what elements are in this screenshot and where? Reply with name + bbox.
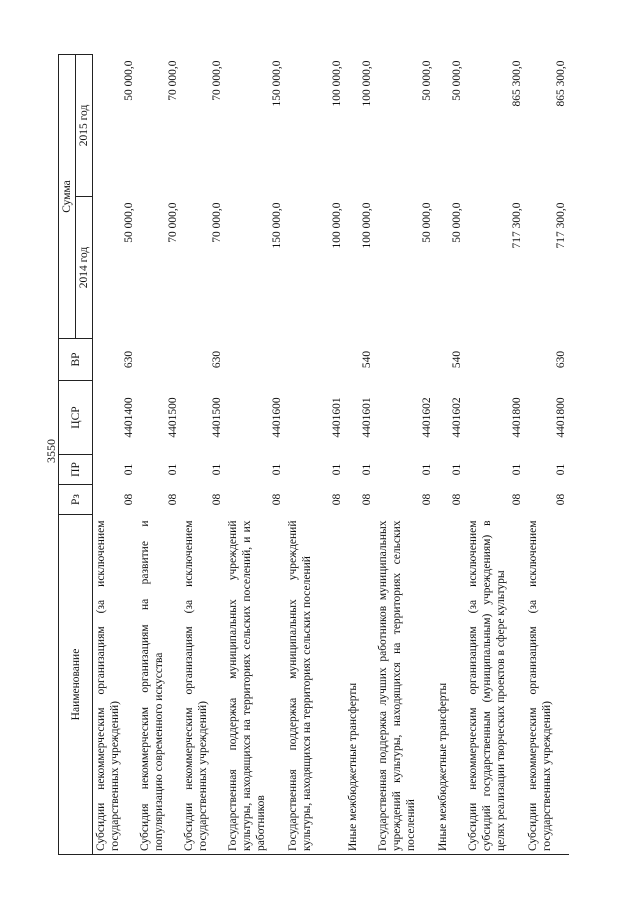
cell-vr: 540 (450, 350, 463, 369)
cell-rz: 08 (554, 493, 567, 506)
cell-2014: 50 000,0 (420, 202, 433, 243)
table-row (375, 54, 435, 854)
cell-csr: 4401602 (420, 397, 433, 438)
cell-rz: 08 (270, 493, 283, 506)
cell-csr: 4401601 (330, 397, 343, 438)
cell-vr (225, 339, 285, 381)
header-year-2015: 2015 год (76, 54, 93, 196)
cell-2014: 100 000,0 (360, 202, 373, 249)
table-row (465, 54, 525, 854)
cell-name: Государственная поддержка муниципальных учреждений культуры, находящихся на территориях сельских поселений, и их работников (225, 515, 285, 855)
cell-csr: 4401601 (360, 397, 373, 438)
cell-2014: 717 300,0 (554, 202, 567, 249)
cell-rz: 08 (330, 493, 343, 506)
cell-2014: 50 000,0 (450, 202, 463, 243)
cell-2015: 50 000,0 (450, 60, 463, 101)
cell-2015: 70 000,0 (210, 60, 223, 101)
cell-pr: 01 (450, 463, 463, 476)
cell-vr (285, 339, 345, 381)
cell-name: Государственная поддержка муниципальных учреждений культуры, находящихся на территориях сельских поселений (285, 515, 345, 855)
cell-vr: 630 (210, 350, 223, 369)
cell-vr (375, 339, 435, 381)
cell-2015: 100 000,0 (360, 60, 373, 107)
cell-name: Субсидии некоммерческим организациям (за исключением субсидий государственным (муниципальным) учреждениям) в целях реализации творческих проектов в сфере культуры (465, 515, 525, 855)
cell-2015: 100 000,0 (330, 60, 343, 107)
cell-csr: 4401500 (210, 397, 223, 438)
cell-vr (137, 339, 181, 381)
cell-2015: 70 000,0 (166, 60, 179, 101)
cell-csr: 4401800 (510, 397, 523, 438)
cell-name: Иные межбюджетные трансферты (345, 515, 375, 855)
cell-vr: 540 (360, 350, 373, 369)
cell-2014: 717 300,0 (510, 202, 523, 249)
cell-csr: 4401500 (166, 397, 179, 438)
cell-csr: 4401400 (122, 397, 135, 438)
table-row (181, 54, 225, 854)
cell-rz: 08 (360, 493, 373, 506)
cell-rz: 08 (166, 493, 179, 506)
cell-2014: 150 000,0 (270, 202, 283, 249)
cell-csr: 4401600 (270, 397, 283, 438)
cell-rz: 08 (510, 493, 523, 506)
cell-name: Субсидии некоммерческим организациям (за исключением государственных учреждений) (93, 515, 137, 855)
cell-pr: 01 (554, 463, 567, 476)
cell-vr (465, 339, 525, 381)
budget-table (58, 54, 569, 855)
cell-pr: 01 (122, 463, 135, 476)
header-rz: Рз (59, 485, 93, 515)
cell-pr: 01 (330, 463, 343, 476)
cell-2015: 50 000,0 (420, 60, 433, 101)
cell-2014: 100 000,0 (330, 202, 343, 249)
cell-name: Субсидия некоммерческим организациям на развитие и популяризацию современного искусства (137, 515, 181, 855)
cell-2015: 865 300,0 (554, 60, 567, 107)
header-vr: ВР (59, 339, 93, 381)
table-row (345, 54, 375, 854)
cell-pr: 01 (270, 463, 283, 476)
header-sum: Сумма (59, 54, 76, 338)
cell-2014: 70 000,0 (210, 202, 223, 243)
cell-vr: 630 (554, 350, 567, 369)
table-header (59, 54, 93, 854)
header-pr: ПР (59, 455, 93, 485)
cell-pr: 01 (420, 463, 433, 476)
header-year-2014: 2014 год (76, 197, 93, 339)
table-row (225, 54, 285, 854)
cell-2015: 150 000,0 (270, 60, 283, 107)
table-row (93, 54, 137, 854)
cell-name: Субсидии некоммерческим организациям (за исключением государственных учреждений) (525, 515, 569, 855)
cell-pr: 01 (166, 463, 179, 476)
cell-2014: 70 000,0 (166, 202, 179, 243)
cell-pr: 01 (210, 463, 223, 476)
cell-rz: 08 (122, 493, 135, 506)
cell-csr: 4401800 (554, 397, 567, 438)
cell-2015: 50 000,0 (122, 60, 135, 101)
cell-csr: 4401602 (450, 397, 463, 438)
cell-rz: 08 (420, 493, 433, 506)
cell-name: Субсидии некоммерческим организациям (за исключением государственных учреждений) (181, 515, 225, 855)
cell-pr: 01 (510, 463, 523, 476)
cell-name: Иные межбюджетные трансферты (435, 515, 465, 855)
header-csr: ЦСР (59, 381, 93, 455)
cell-vr: 630 (122, 350, 135, 369)
cell-rz: 08 (210, 493, 223, 506)
cell-pr: 01 (360, 463, 373, 476)
cell-name: Государственная поддержка лучших работников муниципальных учреждений культуры, находящихся на территориях сельских поселений (375, 515, 435, 855)
cell-2014: 50 000,0 (122, 202, 135, 243)
table-row (285, 54, 345, 854)
cell-2015: 865 300,0 (510, 60, 523, 107)
table-row (137, 54, 181, 854)
table-body (93, 54, 569, 854)
table-row (435, 54, 465, 854)
table-row (525, 54, 569, 854)
page-number: 3550 (44, 439, 58, 463)
header-name: Наименование (59, 515, 93, 855)
cell-rz: 08 (450, 493, 463, 506)
